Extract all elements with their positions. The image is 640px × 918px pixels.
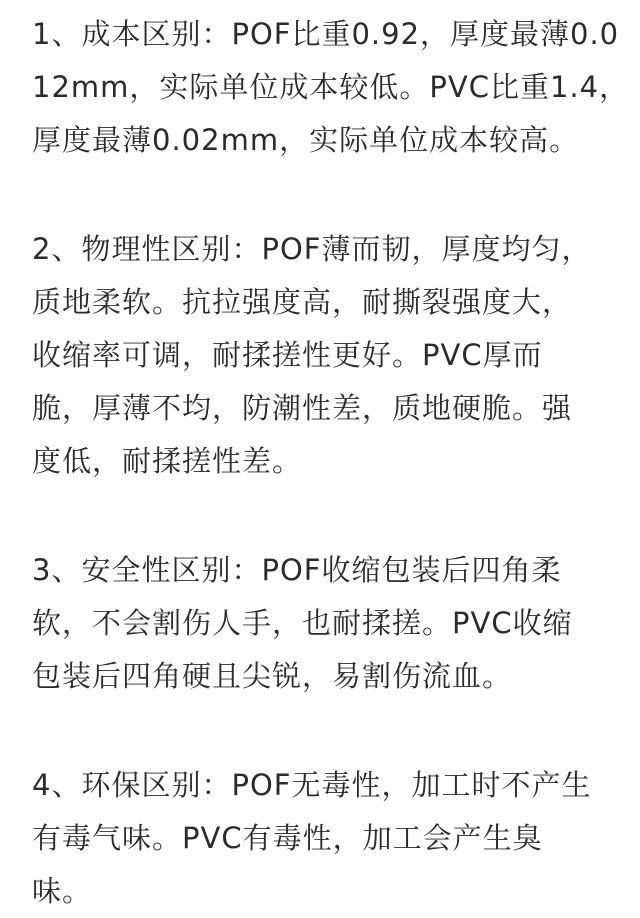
text-line: 脆，厚薄不均，防潮性差，质地硬脆。强 <box>32 391 573 425</box>
text-line: 3、安全性区别：POF收缩包装后四角柔 <box>32 553 562 587</box>
text-line: 4、环保区别：POF无毒性，加工时不产生 <box>32 768 592 802</box>
text-line: 包装后四角硬且尖锐，易割伤流血。 <box>32 659 513 693</box>
text-line: 味。 <box>32 874 93 908</box>
text-line: 软，不会割伤人手，也耐揉搓。PVC收缩 <box>32 606 573 640</box>
text-line: 2、物理性区别：POF薄而韧，厚度均匀， <box>32 232 592 266</box>
paragraph-safety-difference <box>32 544 622 703</box>
paragraph-cost-difference <box>32 8 630 167</box>
text-line: 度低，耐揉搓性差。 <box>32 444 303 478</box>
paragraph-environmental-difference <box>32 759 622 918</box>
paragraph-physical-difference <box>32 223 622 488</box>
text-line: 收缩率可调，耐揉搓性更好。PVC厚而 <box>32 338 543 372</box>
article-body <box>32 8 630 918</box>
text-line: 1、成本区别：POF比重0.92，厚度最薄0.0 <box>32 17 620 51</box>
text-line: 厚度最薄0.02mm，实际单位成本较高。 <box>32 123 580 157</box>
text-line: 质地柔软。抗拉强度高，耐撕裂强度大， <box>32 285 573 319</box>
text-line: 有毒气味。PVC有毒性，加工会产生臭 <box>32 821 543 855</box>
text-line: 12mm，实际单位成本较低。PVC比重1.4， <box>32 70 630 104</box>
